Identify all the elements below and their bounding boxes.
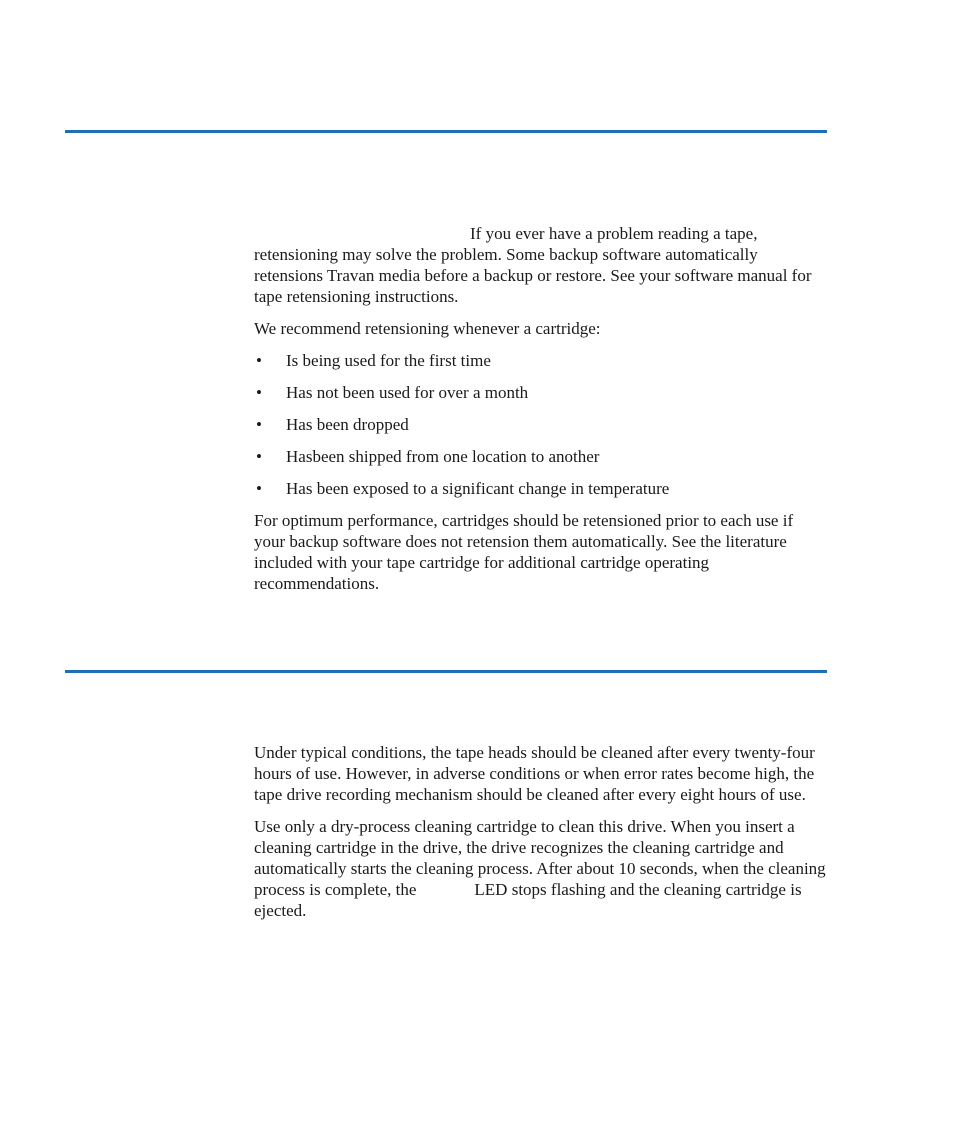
retension-recommend-paragraph: We recommend retensioning whenever a cartridge:	[254, 319, 601, 338]
list-item: • Is being used for the first time	[256, 351, 491, 370]
list-item: • Has not been used for over a month	[256, 383, 529, 402]
bullet-icon: •	[256, 383, 262, 402]
list-item: • Has been dropped	[256, 415, 409, 434]
bullet-icon: •	[256, 415, 262, 434]
bullet-icon: •	[256, 447, 262, 466]
retensioning-section	[254, 223, 828, 605]
bullet-icon: •	[256, 351, 262, 370]
retension-conditions-list	[254, 350, 828, 499]
section-divider-cleaning	[65, 670, 827, 673]
list-item: • Hasbeen shipped from one location to another	[256, 447, 600, 466]
section-divider-retensioning	[65, 130, 827, 133]
bullet-icon: •	[256, 479, 262, 498]
list-item: • Has been exposed to a significant change in temperature	[256, 479, 670, 498]
retension-optimum-paragraph: For optimum performance, cartridges should be retensioned prior to each use if your backup software does not retension them automatically. See the literature included with your tape cartridge for additional cartridge operating recommendations.	[254, 511, 794, 593]
cleaning-typical-paragraph: Under typical conditions, the tape heads should be cleaned after every twenty-four hours of use. However, in adverse conditions or when error rates become high, the tape drive recording mechanism should be cleaned after every eight hours of use.	[254, 743, 815, 804]
retension-intro-paragraph: If you ever have a problem reading a tape, retensioning may solve the problem. Some backup software automatically retensions Travan media before a backup or restore. See your software manual for tape retensioning instructions.	[254, 224, 812, 306]
cleaning-dry-process-paragraph: Use only a dry-process cleaning cartridge to clean this drive. When you insert a cleaning cartridge in the drive, the drive recognizes the cleaning cartridge and automatically starts the cleaning process. After about 10 seconds, when the cleaning process is complete, the LED stops flashing and the cleaning cartridge is ejected.	[254, 817, 826, 920]
cleaning-section	[254, 742, 828, 932]
